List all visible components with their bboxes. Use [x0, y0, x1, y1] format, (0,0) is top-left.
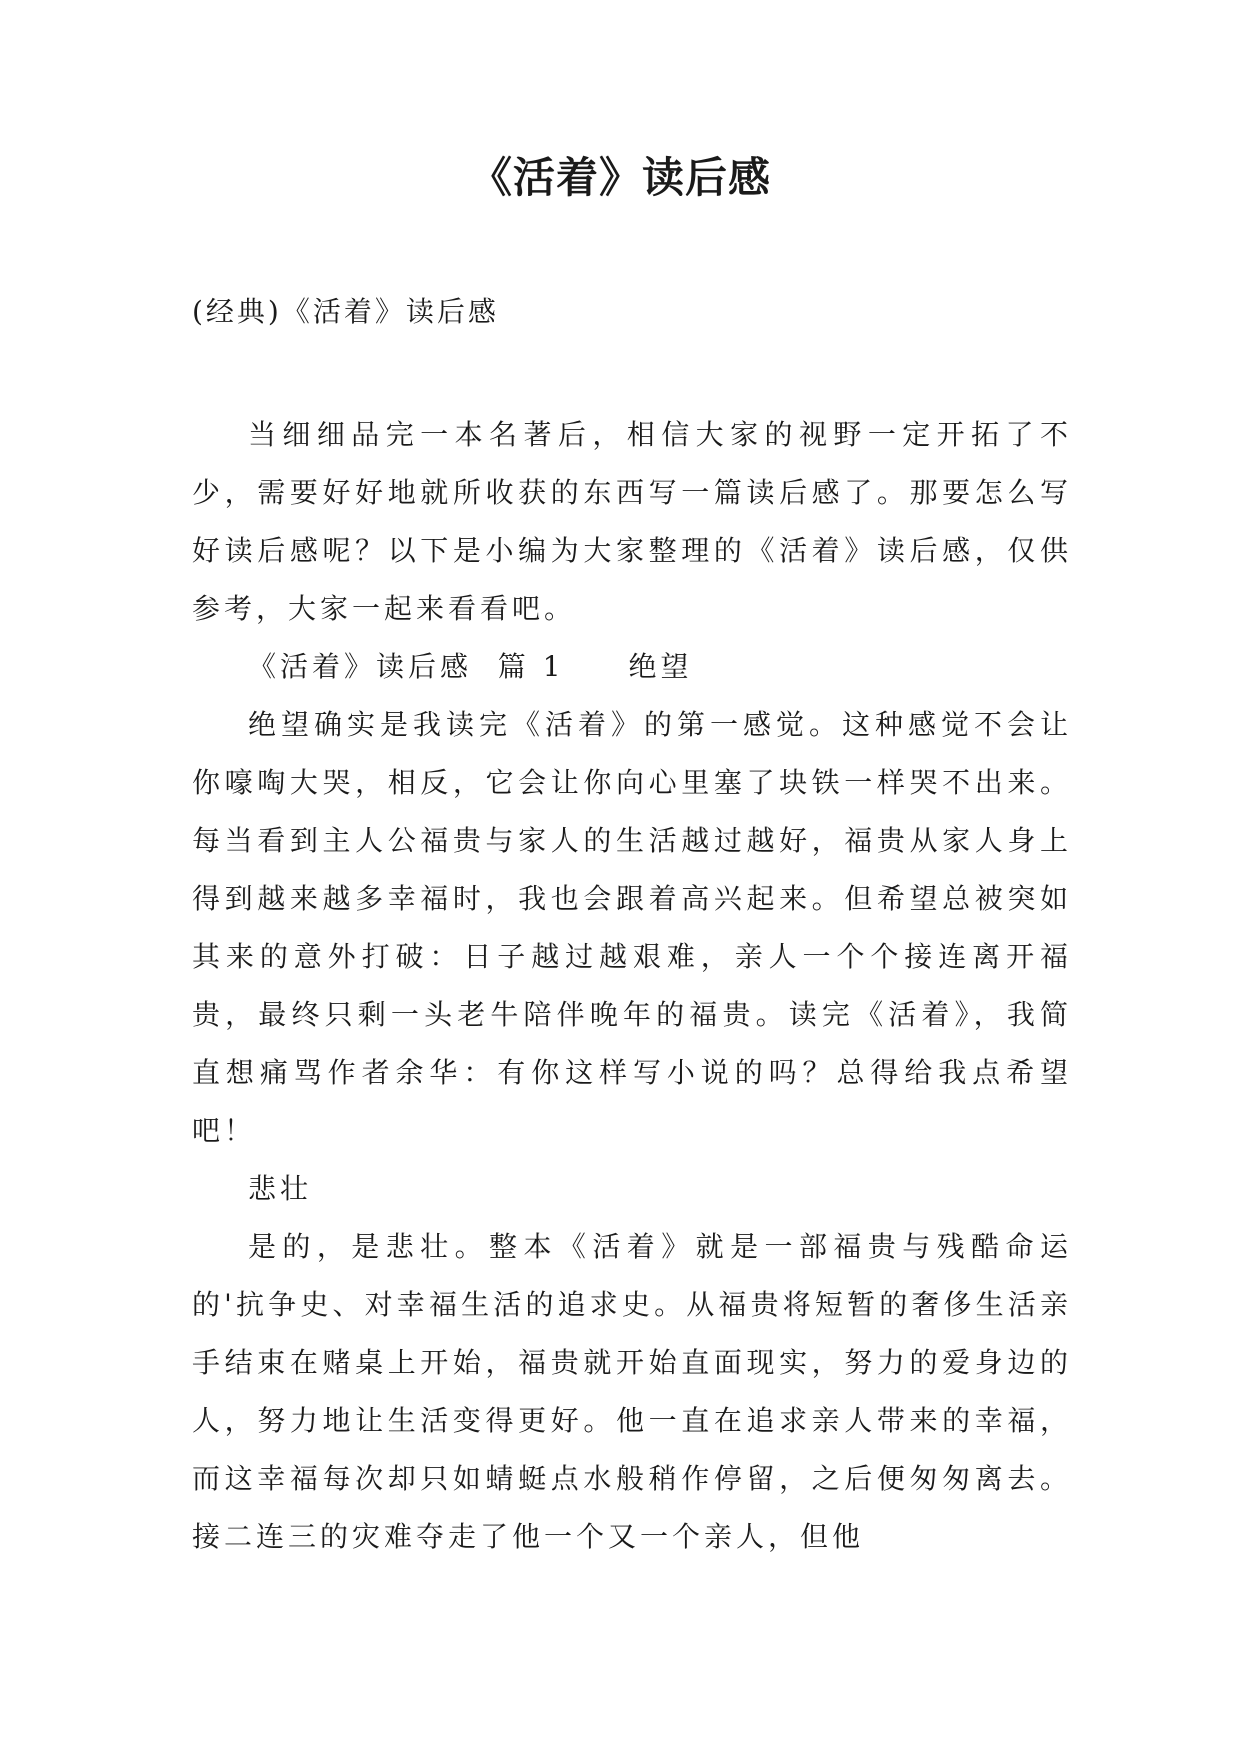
section-1-heading-topic: 绝望 — [628, 650, 693, 683]
section-1-heading-title: 《活着》读后感 篇 1 — [248, 650, 565, 683]
document-body — [192, 406, 1072, 1566]
section-2-paragraph: 是的，是悲壮。整本《活着》就是一部福贵与残酷命运的'抗争史、对幸福生活的追求史。从福贵将短暂的奢侈生活亲手结束在赌桌上开始，福贵就开始直面现实，努力的爱身边的人，努力地让生活变得更好。他一直在追求亲人带来的幸福，而这幸福每次却只如蜻蜓点水般稍作停留，之后便匆匆离去。接二连三的灾难夺走了他一个又一个亲人，但他 — [192, 1230, 1072, 1553]
page-title: 《活着》读后感 — [469, 153, 771, 202]
document-subtitle: (经典)《活着》读后感 — [192, 295, 499, 328]
intro-paragraph: 当细细品完一本名著后，相信大家的视野一定开拓了不少，需要好好地就所收获的东西写一篇读后感了。那要怎么写好读后感呢？以下是小编为大家整理的《活着》读后感，仅供参考，大家一起来看看吧。 — [192, 418, 1072, 625]
section-1-heading — [192, 638, 1072, 696]
section-1-paragraph: 绝望确实是我读完《活着》的第一感觉。这种感觉不会让你嚎啕大哭，相反，它会让你向心里塞了块铁一样哭不出来。每当看到主人公福贵与家人的生活越过越好，福贵从家人身上得到越来越多幸福时，我也会跟着高兴起来。但希望总被突如其来的意外打破：日子越过越艰难，亲人一个个接连离开福贵，最终只剩一头老牛陪伴晚年的福贵。读完《活着》，我简直想痛骂作者余华：有你这样写小说的吗？总得给我点希望吧！ — [192, 708, 1072, 1147]
section-2-heading: 悲壮 — [248, 1172, 313, 1205]
